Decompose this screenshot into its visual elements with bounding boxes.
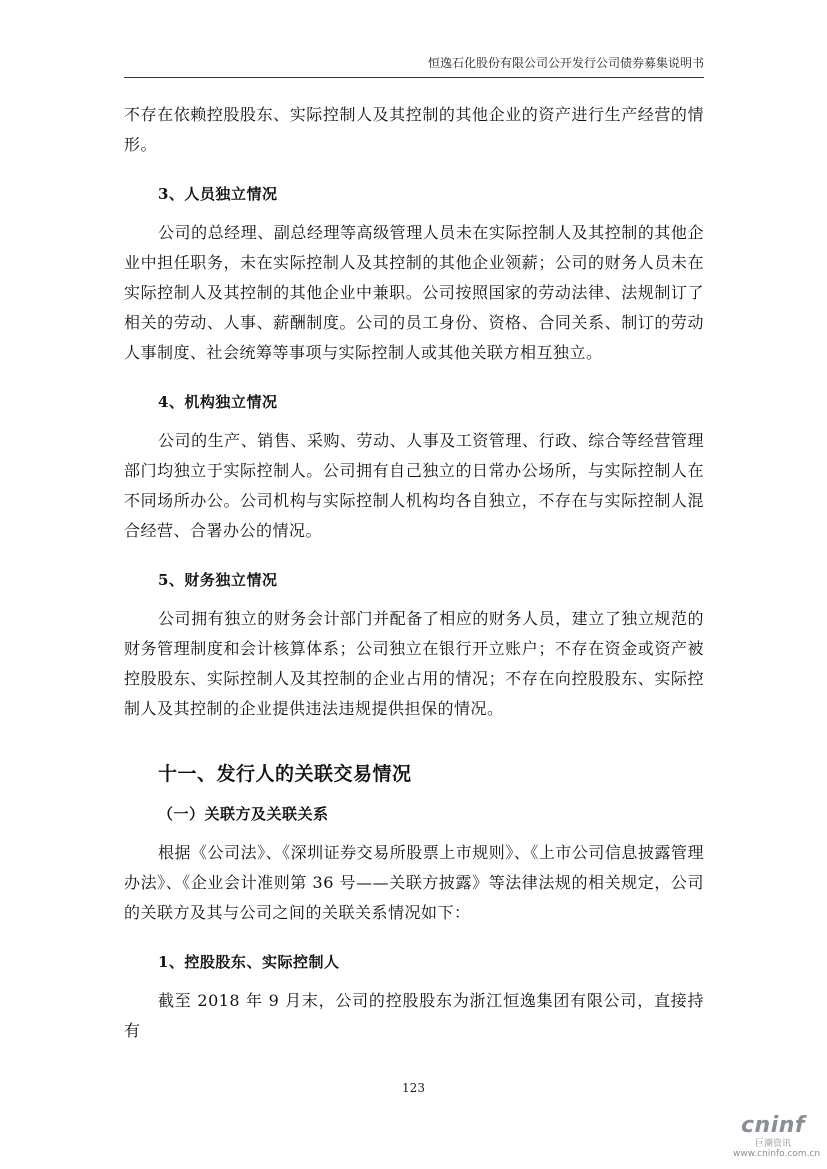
paragraph-controlling-shareholder: 截至 2018 年 9 月末，公司的控股股东为浙江恒逸集团有限公司，直接持有	[124, 991, 704, 1040]
paragraph-finance: 公司拥有独立的财务会计部门并配备了相应的财务人员，建立了独立规范的财务管理制度和会计核算体系；公司独立在银行开立账户；不存在资金或资产被控股股东、实际控制人及其控制的企业占用的情况；不存在向控股股东、实际控制人及其控制的企业提供违法违规提供担保的情况。	[124, 609, 704, 718]
section-heading-finance: 5、财务独立情况	[158, 571, 278, 589]
section-heading-related-parties: （一）关联方及关联关系	[158, 805, 329, 823]
page-number: 123	[402, 1081, 425, 1095]
header-rule	[124, 77, 704, 78]
cninfo-watermark	[733, 1113, 821, 1159]
section-heading-controlling-shareholder: 1、控股股东、实际控制人	[158, 953, 340, 971]
chapter-heading-related-transactions: 十一、发行人的关联交易情况	[158, 763, 412, 785]
watermark-url: www.cninfo.com.cn	[733, 1149, 821, 1159]
running-header: 恒逸石化股份有限公司公开发行公司债券募集说明书	[427, 56, 704, 70]
paragraph-related-parties: 根据《公司法》、《深圳证券交易所股票上市规则》、《上市公司信息披露管理办法》、《企业会计准则第 36 号——关联方披露》等法律法规的相关规定，公司的关联方及其与公司之间的关联关系情况如下：	[124, 843, 704, 922]
paragraph-continued: 不存在依赖控股股东、实际控制人及其控制的其他企业的资产进行生产经营的情形。	[124, 105, 704, 154]
paragraph-personnel: 公司的总经理、副总经理等高级管理人员未在实际控制人及其控制的其他企业中担任职务，未在实际控制人及其控制的其他企业领薪；公司的财务人员未在实际控制人及其控制的其他企业中兼职。公司按照国家的劳动法律、法规制订了相关的劳动、人事、薪酬制度。公司的员工身份、资格、合同关系、制订的劳动人事制度、社会统筹等事项与实际控制人或其他关联方相互独立。	[124, 223, 704, 362]
watermark-name: 巨潮资讯	[754, 1139, 791, 1149]
document-body	[124, 100, 704, 1046]
paragraph-organization: 公司的生产、销售、采购、劳动、人事及工资管理、行政、综合等经营管理部门均独立于实际控制人。公司拥有自己独立的日常办公场所，与实际控制人在不同场所办公。公司机构与实际控制人机构均各自独立，不存在与实际控制人混合经营、合署办公的情况。	[124, 431, 704, 540]
section-heading-personnel: 3、人员独立情况	[158, 185, 278, 203]
section-heading-organization: 4、机构独立情况	[158, 393, 278, 411]
watermark-logo: cninf	[741, 1113, 805, 1138]
